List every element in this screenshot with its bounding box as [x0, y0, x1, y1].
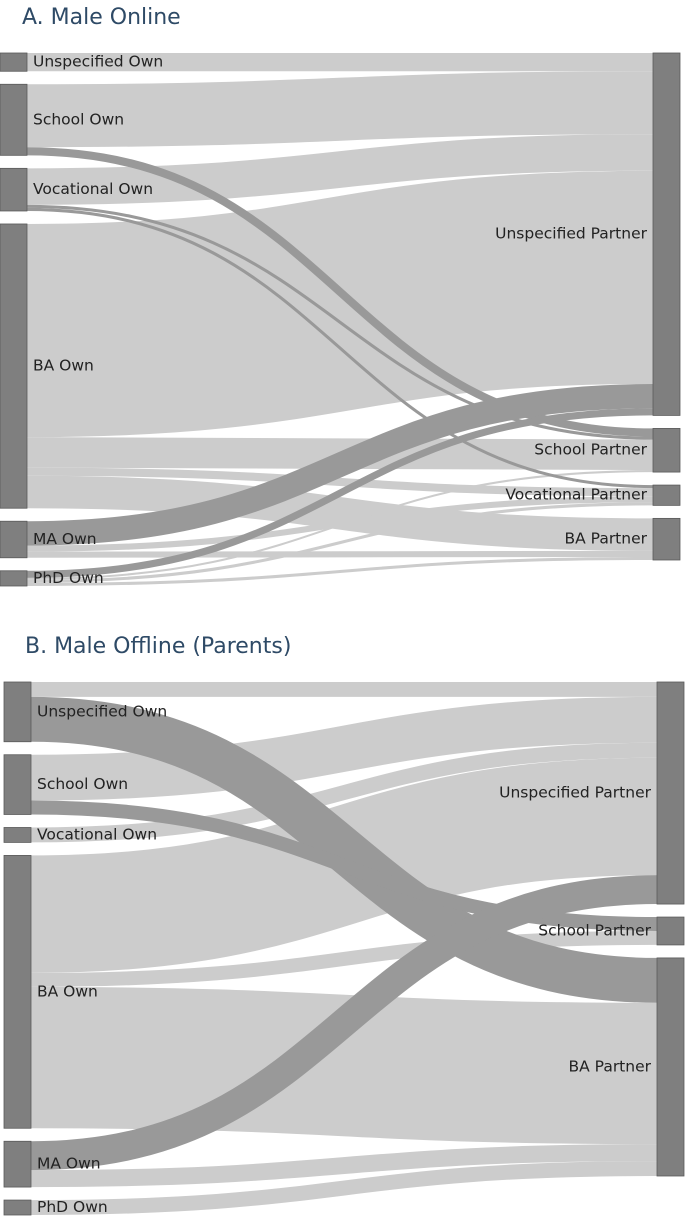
node-vocational-own [4, 827, 31, 842]
node-label-ba-partner: BA Partner [564, 529, 647, 548]
node-vocational-own [0, 168, 27, 211]
node-label-ma-own: MA Own [37, 1154, 101, 1173]
node-label-unspecified-own: Unspecified Own [33, 52, 164, 71]
node-vocational-partner [653, 485, 680, 505]
node-label-school-own: School Own [37, 775, 129, 794]
node-label-school-partner: School Partner [534, 440, 647, 459]
panel-title-online: A. Male Online [22, 5, 181, 30]
node-school-own [0, 84, 27, 155]
links-offline [31, 689, 657, 1207]
link-ma-own-to-ba-partner [27, 554, 653, 555]
node-ma-own [0, 521, 27, 558]
node-school-partner [657, 917, 684, 945]
node-label-ba-own: BA Own [33, 356, 94, 375]
node-label-unspecified-partner: Unspecified Partner [499, 783, 651, 802]
node-ba-partner [657, 958, 684, 1176]
node-label-vocational-own: Vocational Own [33, 180, 154, 199]
node-label-ma-own: MA Own [33, 529, 97, 548]
node-label-ba-partner: BA Partner [568, 1057, 651, 1076]
node-label-unspecified-own: Unspecified Own [37, 702, 168, 721]
node-school-partner [653, 428, 680, 472]
node-unspecified-partner [653, 53, 680, 415]
node-label-school-partner: School Partner [538, 921, 651, 940]
node-label-phd-own: PhD Own [37, 1198, 108, 1216]
node-school-own [4, 755, 31, 815]
node-unspecified-own [4, 682, 31, 742]
node-phd-own [4, 1200, 31, 1215]
node-label-school-own: School Own [33, 110, 125, 129]
node-ba-partner [653, 518, 680, 560]
node-ba-own [4, 855, 31, 1128]
node-label-vocational-partner: Vocational Partner [505, 485, 647, 504]
node-ba-own [0, 224, 27, 508]
panel-title-offline: B. Male Offline (Parents) [25, 634, 292, 659]
panel-male-online [0, 5, 680, 587]
node-label-vocational-own: Vocational Own [37, 825, 158, 844]
node-unspecified-partner [657, 682, 684, 904]
node-label-ba-own: BA Own [37, 982, 98, 1001]
node-label-phd-own: PhD Own [33, 568, 104, 587]
node-label-unspecified-partner: Unspecified Partner [495, 224, 647, 243]
node-unspecified-own [0, 53, 27, 71]
links-online [27, 62, 653, 584]
node-ma-own [4, 1141, 31, 1187]
panel-male-offline [4, 634, 684, 1216]
link-ba-own-to-ba-partner [31, 1058, 657, 1074]
node-phd-own [0, 571, 27, 586]
